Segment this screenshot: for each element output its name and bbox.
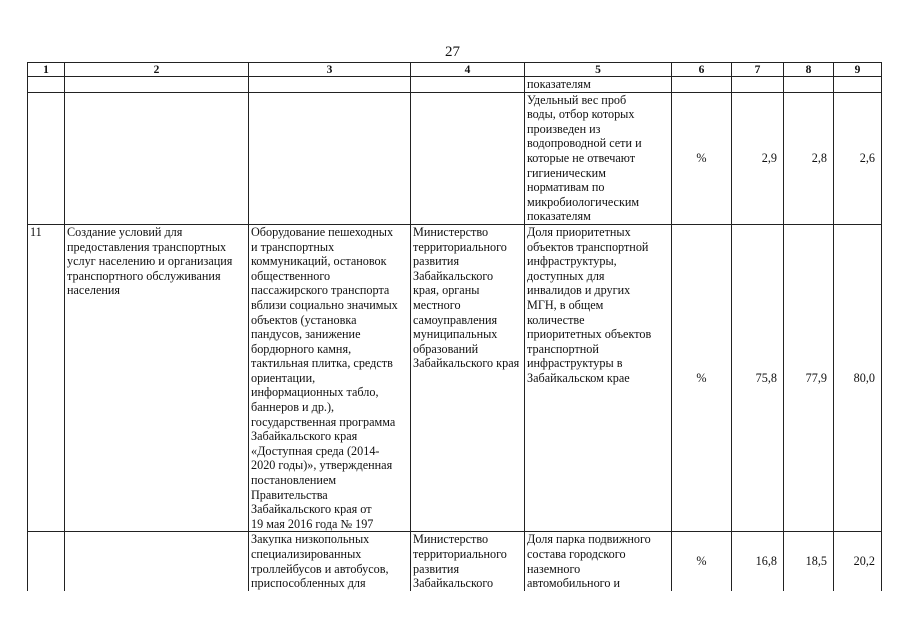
cell-text-line: самоуправления xyxy=(413,312,498,327)
header-cell: 7 xyxy=(732,63,784,77)
cell-text-line: инфраструктуры, xyxy=(527,254,617,269)
cell-text-line: наземного xyxy=(527,561,581,576)
header-cell: 2 xyxy=(65,63,249,77)
cell-text-line: коммуникаций, остановок xyxy=(251,254,387,269)
cell-text-line: МГН, в общем xyxy=(527,297,604,312)
cell-text-line: развития xyxy=(413,254,460,269)
cell-text-line: приспособленных для xyxy=(251,576,366,591)
executor-cell xyxy=(411,532,525,591)
cell-text-line: Правительства xyxy=(251,487,328,502)
cell-text-line: Закупка низкопольных xyxy=(251,532,370,547)
cell-text-line: объектов транспортной xyxy=(527,239,649,254)
header-cell: 5 xyxy=(525,63,672,77)
cell-text-line: троллейбусов и автобусов, xyxy=(251,561,389,576)
executor-cell xyxy=(411,224,525,531)
table-row xyxy=(28,92,882,224)
cell-text-line: автомобильного и xyxy=(527,576,621,591)
cell-text-line: Забайкальского края xyxy=(413,356,520,371)
value-cell-2021: 20,2 xyxy=(834,532,882,591)
cell-text-line: баннеров и др.), xyxy=(251,400,335,415)
cell-text-line: инвалидов и других xyxy=(527,283,631,298)
indicator-cell xyxy=(525,532,672,591)
indicator-cell xyxy=(525,92,672,224)
value-cell-2019 xyxy=(732,77,784,93)
cell-text-line: «Доступная среда (2014- xyxy=(251,443,380,458)
cell-text-line: информационных табло, xyxy=(251,385,379,400)
cell-text-line: приоритетных объектов xyxy=(527,327,652,342)
measure-cell xyxy=(249,77,411,93)
measure-cell xyxy=(249,224,411,531)
cell-text-line: и транспортных xyxy=(251,239,335,254)
cell-text-line: транспортной xyxy=(527,341,599,356)
cell-text-line: показателям xyxy=(527,209,591,224)
cell-text-line: развития xyxy=(413,561,460,576)
executor-cell xyxy=(411,92,525,224)
indicator-cell xyxy=(525,77,672,93)
cell-text-line: инфраструктуры в xyxy=(527,356,623,371)
cell-text-line: гигиеническим xyxy=(527,165,606,180)
cell-text-line: которые не отвечают xyxy=(527,150,636,165)
task-cell xyxy=(65,224,249,531)
page-crop xyxy=(0,591,905,640)
cell-text-line: 2020 годы)», утвержденная xyxy=(251,458,393,473)
cell-text-line: показателям xyxy=(527,77,591,91)
cell-text-line: Удельный вес проб xyxy=(527,92,627,107)
value-cell-2019: 75,8 xyxy=(732,224,784,531)
unit-cell: % xyxy=(672,532,732,591)
cell-text-line: воды, отбор которых xyxy=(527,107,635,122)
cell-text-line: 19 мая 2016 года № 197 xyxy=(251,516,374,531)
cell-text-line: образований xyxy=(413,341,479,356)
cell-text-line: государственная программа xyxy=(251,414,396,429)
cell-text-line: территориального xyxy=(413,547,507,561)
cell-text-line: Забайкальского края xyxy=(251,429,358,444)
header-cell: 6 xyxy=(672,63,732,77)
table-row xyxy=(28,224,882,531)
cell-text-line: Забайкальского xyxy=(413,576,494,591)
cell-text-line: объектов (установка xyxy=(251,312,357,327)
table-row xyxy=(28,77,882,93)
measure-cell xyxy=(249,92,411,224)
unit-cell xyxy=(672,77,732,93)
cell-text-line: Забайкальского края от xyxy=(251,502,372,517)
cell-text-line: постановлением xyxy=(251,473,337,488)
value-cell-2021: 2,6 xyxy=(834,92,882,224)
row-number-cell xyxy=(28,77,65,93)
cell-text-line: количестве xyxy=(527,312,585,327)
cell-text-line: транспортного обслуживания xyxy=(67,268,221,283)
cell-text-line: предоставления транспортных xyxy=(67,239,227,254)
cell-text-line: населения xyxy=(67,283,121,298)
cell-text-line: произведен из xyxy=(527,121,601,136)
cell-text-line: общественного xyxy=(251,268,331,283)
cell-text-line: пассажирского транспорта xyxy=(251,283,390,298)
cell-text-line: тактильная плитка, средств xyxy=(251,356,393,371)
value-cell-2019: 16,8 xyxy=(732,532,784,591)
table-row xyxy=(28,532,882,591)
task-cell xyxy=(65,532,249,591)
cell-text-line: водопроводной сети и xyxy=(527,136,642,151)
header-cell: 9 xyxy=(834,63,882,77)
row-number-cell xyxy=(28,92,65,224)
task-cell xyxy=(65,92,249,224)
cell-text-line: микробиологическим xyxy=(527,194,640,209)
document-table xyxy=(27,62,882,592)
value-cell-2019: 2,9 xyxy=(732,92,784,224)
cell-text-line: пандусов, занижение xyxy=(251,327,361,342)
measure-cell xyxy=(249,532,411,591)
value-cell-2021: 80,0 xyxy=(834,224,882,531)
cell-text-line: муниципальных xyxy=(413,327,498,342)
cell-text-line: края, органы xyxy=(413,283,480,298)
unit-cell: % xyxy=(672,92,732,224)
header-cell: 1 xyxy=(28,63,65,77)
cell-text-line: вблизи социально значимых xyxy=(251,297,398,312)
cell-text-line: Доля парка подвижного xyxy=(527,532,651,547)
value-cell-2020: 77,9 xyxy=(784,224,834,531)
indicator-cell xyxy=(525,224,672,531)
row-number-cell: 11 xyxy=(28,224,65,531)
cell-text-line: местного xyxy=(413,297,461,312)
task-cell xyxy=(65,77,249,93)
cell-text-line: Забайкальском крае xyxy=(527,370,630,385)
header-cell: 8 xyxy=(784,63,834,77)
cell-text-line: Создание условий для xyxy=(67,224,183,239)
cell-text-line: нормативам по xyxy=(527,180,605,195)
cell-text-line: Министерство xyxy=(413,224,489,239)
cell-text-line: бордюрного камня, xyxy=(251,341,352,356)
cell-text-line: Министерство xyxy=(413,532,489,547)
header-cell: 4 xyxy=(411,63,525,77)
value-cell-2020: 2,8 xyxy=(784,92,834,224)
cell-text-line: услуг населению и организация xyxy=(67,254,233,269)
cell-text-line: доступных для xyxy=(527,268,605,283)
cell-text-line: специализированных xyxy=(251,547,362,561)
header-cell: 3 xyxy=(249,63,411,77)
cell-text-line: территориального xyxy=(413,239,507,254)
row-number-cell xyxy=(28,532,65,591)
header-row xyxy=(28,63,882,77)
executor-cell xyxy=(411,77,525,93)
cell-text-line: состава городского xyxy=(527,547,626,561)
value-cell-2020: 18,5 xyxy=(784,532,834,591)
cell-text-line: Доля приоритетных xyxy=(527,224,631,239)
value-cell-2021 xyxy=(834,77,882,93)
cell-text-line: Забайкальского xyxy=(413,268,494,283)
value-cell-2020 xyxy=(784,77,834,93)
cell-text-line: ориентации, xyxy=(251,370,316,385)
unit-cell: % xyxy=(672,224,732,531)
cell-text-line: Оборудование пешеходных xyxy=(251,224,394,239)
page-number: 27 xyxy=(445,44,460,60)
